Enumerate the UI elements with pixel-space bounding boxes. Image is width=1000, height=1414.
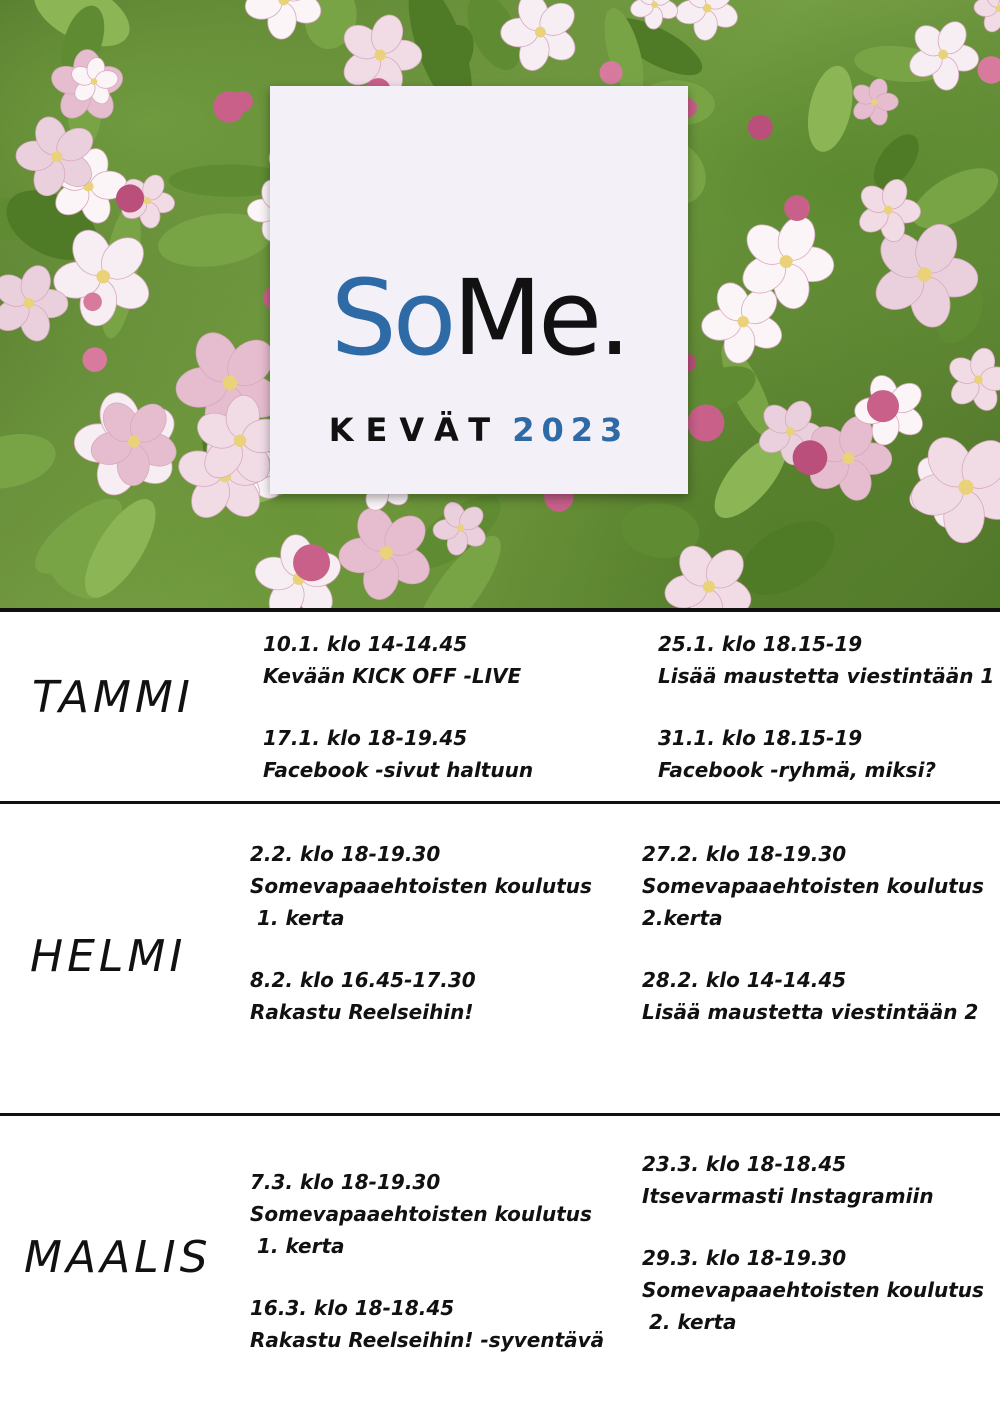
bud-shape (748, 115, 773, 140)
bud-shape (83, 293, 102, 312)
event-title: Lisää maustetta viestintään 2 (642, 1000, 979, 1024)
event-title: Itsevarmasti Instagramiin (642, 1184, 934, 1208)
event-title: Somevapaaehtoisten koulutus (250, 874, 592, 898)
hero-banner (0, 0, 1000, 610)
bud-shape (232, 91, 253, 112)
blossom-shape (855, 176, 921, 244)
event-title: Somevapaaehtoisten koulutus (642, 874, 984, 898)
event-maalis-1 (250, 1166, 610, 1262)
hero-divider (0, 608, 1000, 612)
blossom-shape (945, 346, 1000, 414)
event-time: 8.2. klo 16.45-17.30 (250, 968, 476, 992)
leaf-shape (801, 62, 860, 156)
event-maalis-2 (250, 1292, 610, 1356)
event-helmi-4 (642, 964, 1000, 1028)
logo-so: So (330, 257, 453, 379)
blossom-shape (973, 0, 1000, 35)
event-tammi-1 (263, 628, 623, 692)
event-title: Facebook -ryhmä, miksi? (658, 758, 937, 782)
event-time: 25.1. klo 18.15-19 (658, 632, 863, 656)
title-card (270, 86, 688, 494)
event-title: Kevään KICK OFF -LIVE (263, 664, 522, 688)
event-title: Facebook -sivut haltuun (263, 758, 534, 782)
event-time: 27.2. klo 18-19.30 (642, 842, 847, 866)
event-time: 17.1. klo 18-19.45 (263, 726, 468, 750)
bud-shape (793, 440, 828, 475)
season-word: KEVÄT (328, 411, 503, 449)
season-label (270, 411, 688, 449)
blossom-shape (907, 429, 1000, 544)
leaf-shape (0, 426, 61, 497)
event-helmi-1 (250, 838, 610, 934)
event-time: 23.3. klo 18-18.45 (642, 1152, 847, 1176)
divider-helmi-maalis (0, 1113, 1000, 1116)
bud-shape (82, 347, 107, 372)
event-time: 29.3. klo 18-19.30 (642, 1246, 847, 1270)
bud-shape (687, 405, 724, 442)
some-logo (270, 257, 688, 379)
bud-shape (867, 390, 899, 422)
leaf-shape (903, 156, 1000, 241)
event-maalis-3 (642, 1148, 1000, 1212)
month-maalis: MAALIS (24, 1232, 212, 1283)
event-time: 31.1. klo 18.15-19 (658, 726, 863, 750)
month-tammi: TAMMI (32, 672, 194, 723)
blossom-shape (850, 77, 898, 128)
event-title: Rakastu Reelseihin! -syventävä (250, 1328, 605, 1352)
event-tammi-3 (658, 628, 1000, 692)
event-note: 1. kerta (250, 906, 345, 930)
divider-tammi-helmi (0, 801, 1000, 804)
event-title: Lisää maustetta viestintään 1 (658, 664, 995, 688)
event-time: 7.3. klo 18-19.30 (250, 1170, 441, 1194)
logo-me: Me. (452, 257, 628, 379)
blossom-shape (673, 0, 741, 41)
event-note: 1. kerta (250, 1234, 345, 1258)
event-tammi-2 (263, 722, 623, 786)
event-time: 28.2. klo 14-14.45 (642, 968, 847, 992)
event-title: Rakastu Reelseihin! (250, 1000, 474, 1024)
blossom-shape (700, 277, 788, 365)
season-year: 2023 (512, 411, 630, 449)
bud-shape (293, 544, 330, 581)
event-title: Somevapaaehtoisten koulutus (642, 1278, 984, 1302)
event-tammi-4 (658, 722, 1000, 786)
bud-shape (116, 184, 144, 212)
bud-shape (784, 195, 810, 221)
event-helmi-2 (250, 964, 610, 1028)
event-time: 16.3. klo 18-18.45 (250, 1296, 455, 1320)
bud-shape (978, 56, 1000, 83)
month-helmi: HELMI (30, 931, 187, 982)
event-helmi-3 (642, 838, 1000, 934)
event-title: Somevapaaehtoisten koulutus (250, 1202, 592, 1226)
bud-shape (599, 61, 622, 84)
event-maalis-4 (642, 1242, 1000, 1338)
event-time: 10.1. klo 14-14.45 (263, 632, 468, 656)
event-note: 2.kerta (642, 906, 723, 930)
event-note: 2. kerta (642, 1310, 737, 1334)
event-time: 2.2. klo 18-19.30 (250, 842, 441, 866)
